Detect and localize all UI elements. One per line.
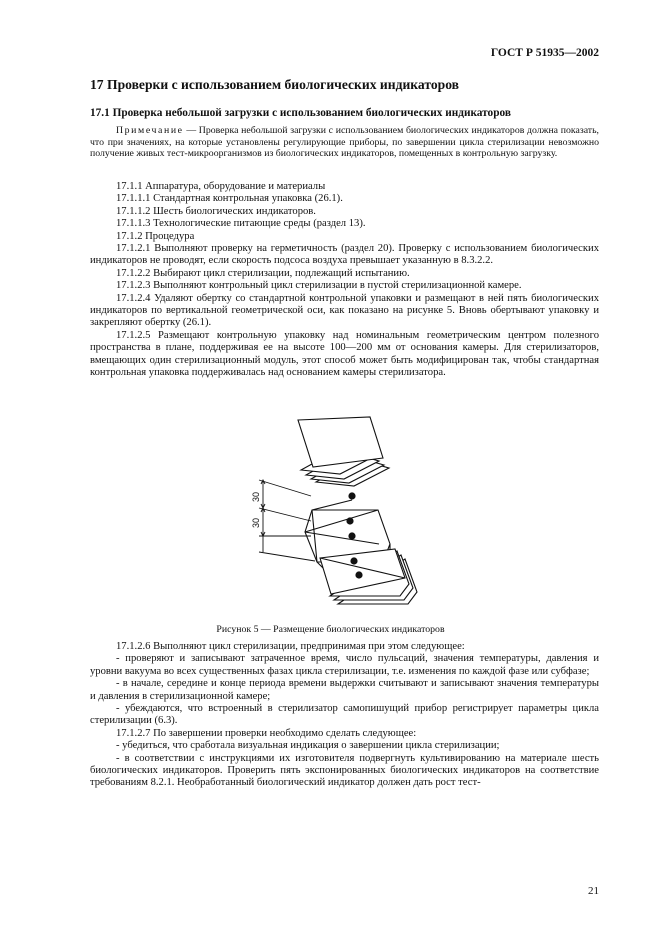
paragraph: - убедиться, что сработала визуальная индикация о завершении цикла стерилизации; bbox=[116, 740, 500, 752]
indicator-dot bbox=[346, 517, 353, 524]
paragraph: 17.1.2.7 По завершении проверки необходимо сделать следующее: bbox=[116, 727, 417, 739]
extension-line bbox=[259, 552, 315, 561]
document-header: ГОСТ Р 51935—2002 bbox=[490, 47, 599, 59]
indicator-dot bbox=[348, 492, 355, 499]
paragraph: 17.1.2.5 Размещают контрольную упаковку над номинальным геометрическим центром полезного пространства в плане, поддерживая ее на высоте 100—200 мм от основания камеры. Для стерилизаторов, вмещающих один стерилизационный модуль, этот способ может быть модифицирован так, чтобы стандартная контрольная упаковка поддерживалась над основанием камеры стерилизатора. bbox=[90, 329, 599, 379]
indicator-dot bbox=[350, 557, 357, 564]
procedure-text-continued bbox=[90, 641, 599, 790]
paragraph: 17.1.1.2 Шесть биологических индикаторов. bbox=[116, 205, 316, 217]
paragraph: 17.1.2.1 Выполняют проверку на герметичность (раздел 20). Проверку с использованием биологических индикаторов не проводят, если скорость подсоса воздуха превышает указанную в 8.3.2.2. bbox=[90, 243, 599, 267]
paragraph: - проверяют и записывают затраченное время, число пульсаций, значения температуры, давления и уровни вакуума во всех существенных фазах цикла стерилизации, т.е. изменения по каждой фазе или субфазе; bbox=[90, 653, 599, 677]
procedure-text bbox=[90, 181, 599, 380]
section-title: 17 Проверки с использованием биологических индикаторов bbox=[90, 77, 460, 92]
paragraph: 17.1.2.6 Выполняют цикл стерилизации, предпринимая при этом следующее: bbox=[116, 641, 465, 652]
paragraph: 17.1.1.1 Стандартная контрольная упаковка (26.1). bbox=[116, 193, 343, 205]
dimension-label: 30 bbox=[251, 491, 261, 503]
note-text: — Проверка небольшой загрузки с использованием биологических индикаторов должна показать, что при значениях, на которые установлены регулирующие приборы, по завершении цикла стерилизации невозможно получение живых тест-микроорганизмов из биологических индикаторов, помещенных в контрольную загрузку. bbox=[90, 125, 599, 160]
biological-indicators-diagram bbox=[245, 410, 430, 612]
paragraph: - в соответствии с инструкциями их изготовителя подвергнуть культивированию на материале шесть биологических индикаторов. Проверить пять экспонированных биологических индикаторов на соответствие требованиям 8.2.1. Необработанный биологический индикатор должен дать рост тест- bbox=[90, 752, 599, 789]
paragraph: - убеждаются, что встроенный в стерилизатор самопишущий прибор регистрирует параметры цикла стерилизации (6.3). bbox=[90, 703, 599, 727]
note-block bbox=[90, 125, 599, 160]
page-number: 21 bbox=[588, 885, 599, 897]
indicator-dot bbox=[355, 571, 362, 578]
paragraph: 17.1.2.4 Удаляют обертку со стандартной контрольной упаковки и размещают в ней пять биологических индикаторов по вертикальной геометрической оси, как показано на рисунке 5. Вновь обертывают упаковку и закрепляют обертку (26.1). bbox=[90, 292, 599, 329]
dimension-label: 30 bbox=[251, 517, 261, 529]
extension-line bbox=[259, 480, 311, 496]
fold-line bbox=[312, 500, 352, 510]
paragraph: 17.1.1.3 Технологические питающие среды (раздел 13). bbox=[116, 218, 366, 230]
paragraph: 17.1.2.3 Выполняют контрольный цикл стерилизации в пустой стерилизационной камере. bbox=[116, 280, 522, 292]
extension-line bbox=[259, 508, 311, 521]
paragraph: - в начале, середине и конце периода времени выдержки считывают и записывают значения температуры и давления в стерилизационной камере; bbox=[90, 678, 599, 702]
figure-caption: Рисунок 5 — Размещение биологических индикаторов bbox=[216, 624, 445, 635]
figure-5 bbox=[245, 410, 430, 612]
note-paragraph bbox=[90, 125, 599, 160]
subsection-title: 17.1 Проверка небольшой загрузки с использованием биологических индикаторов bbox=[90, 107, 511, 119]
paragraph: 17.1.2.2 Выбирают цикл стерилизации, подлежащий испытанию. bbox=[116, 267, 410, 279]
note-label: Примечание bbox=[116, 125, 184, 136]
upper-stack-top bbox=[298, 417, 383, 467]
paragraph: 17.1.1 Аппаратура, оборудование и материалы bbox=[116, 181, 326, 192]
paragraph: 17.1.2 Процедура bbox=[116, 230, 195, 242]
indicator-dot bbox=[348, 532, 355, 539]
